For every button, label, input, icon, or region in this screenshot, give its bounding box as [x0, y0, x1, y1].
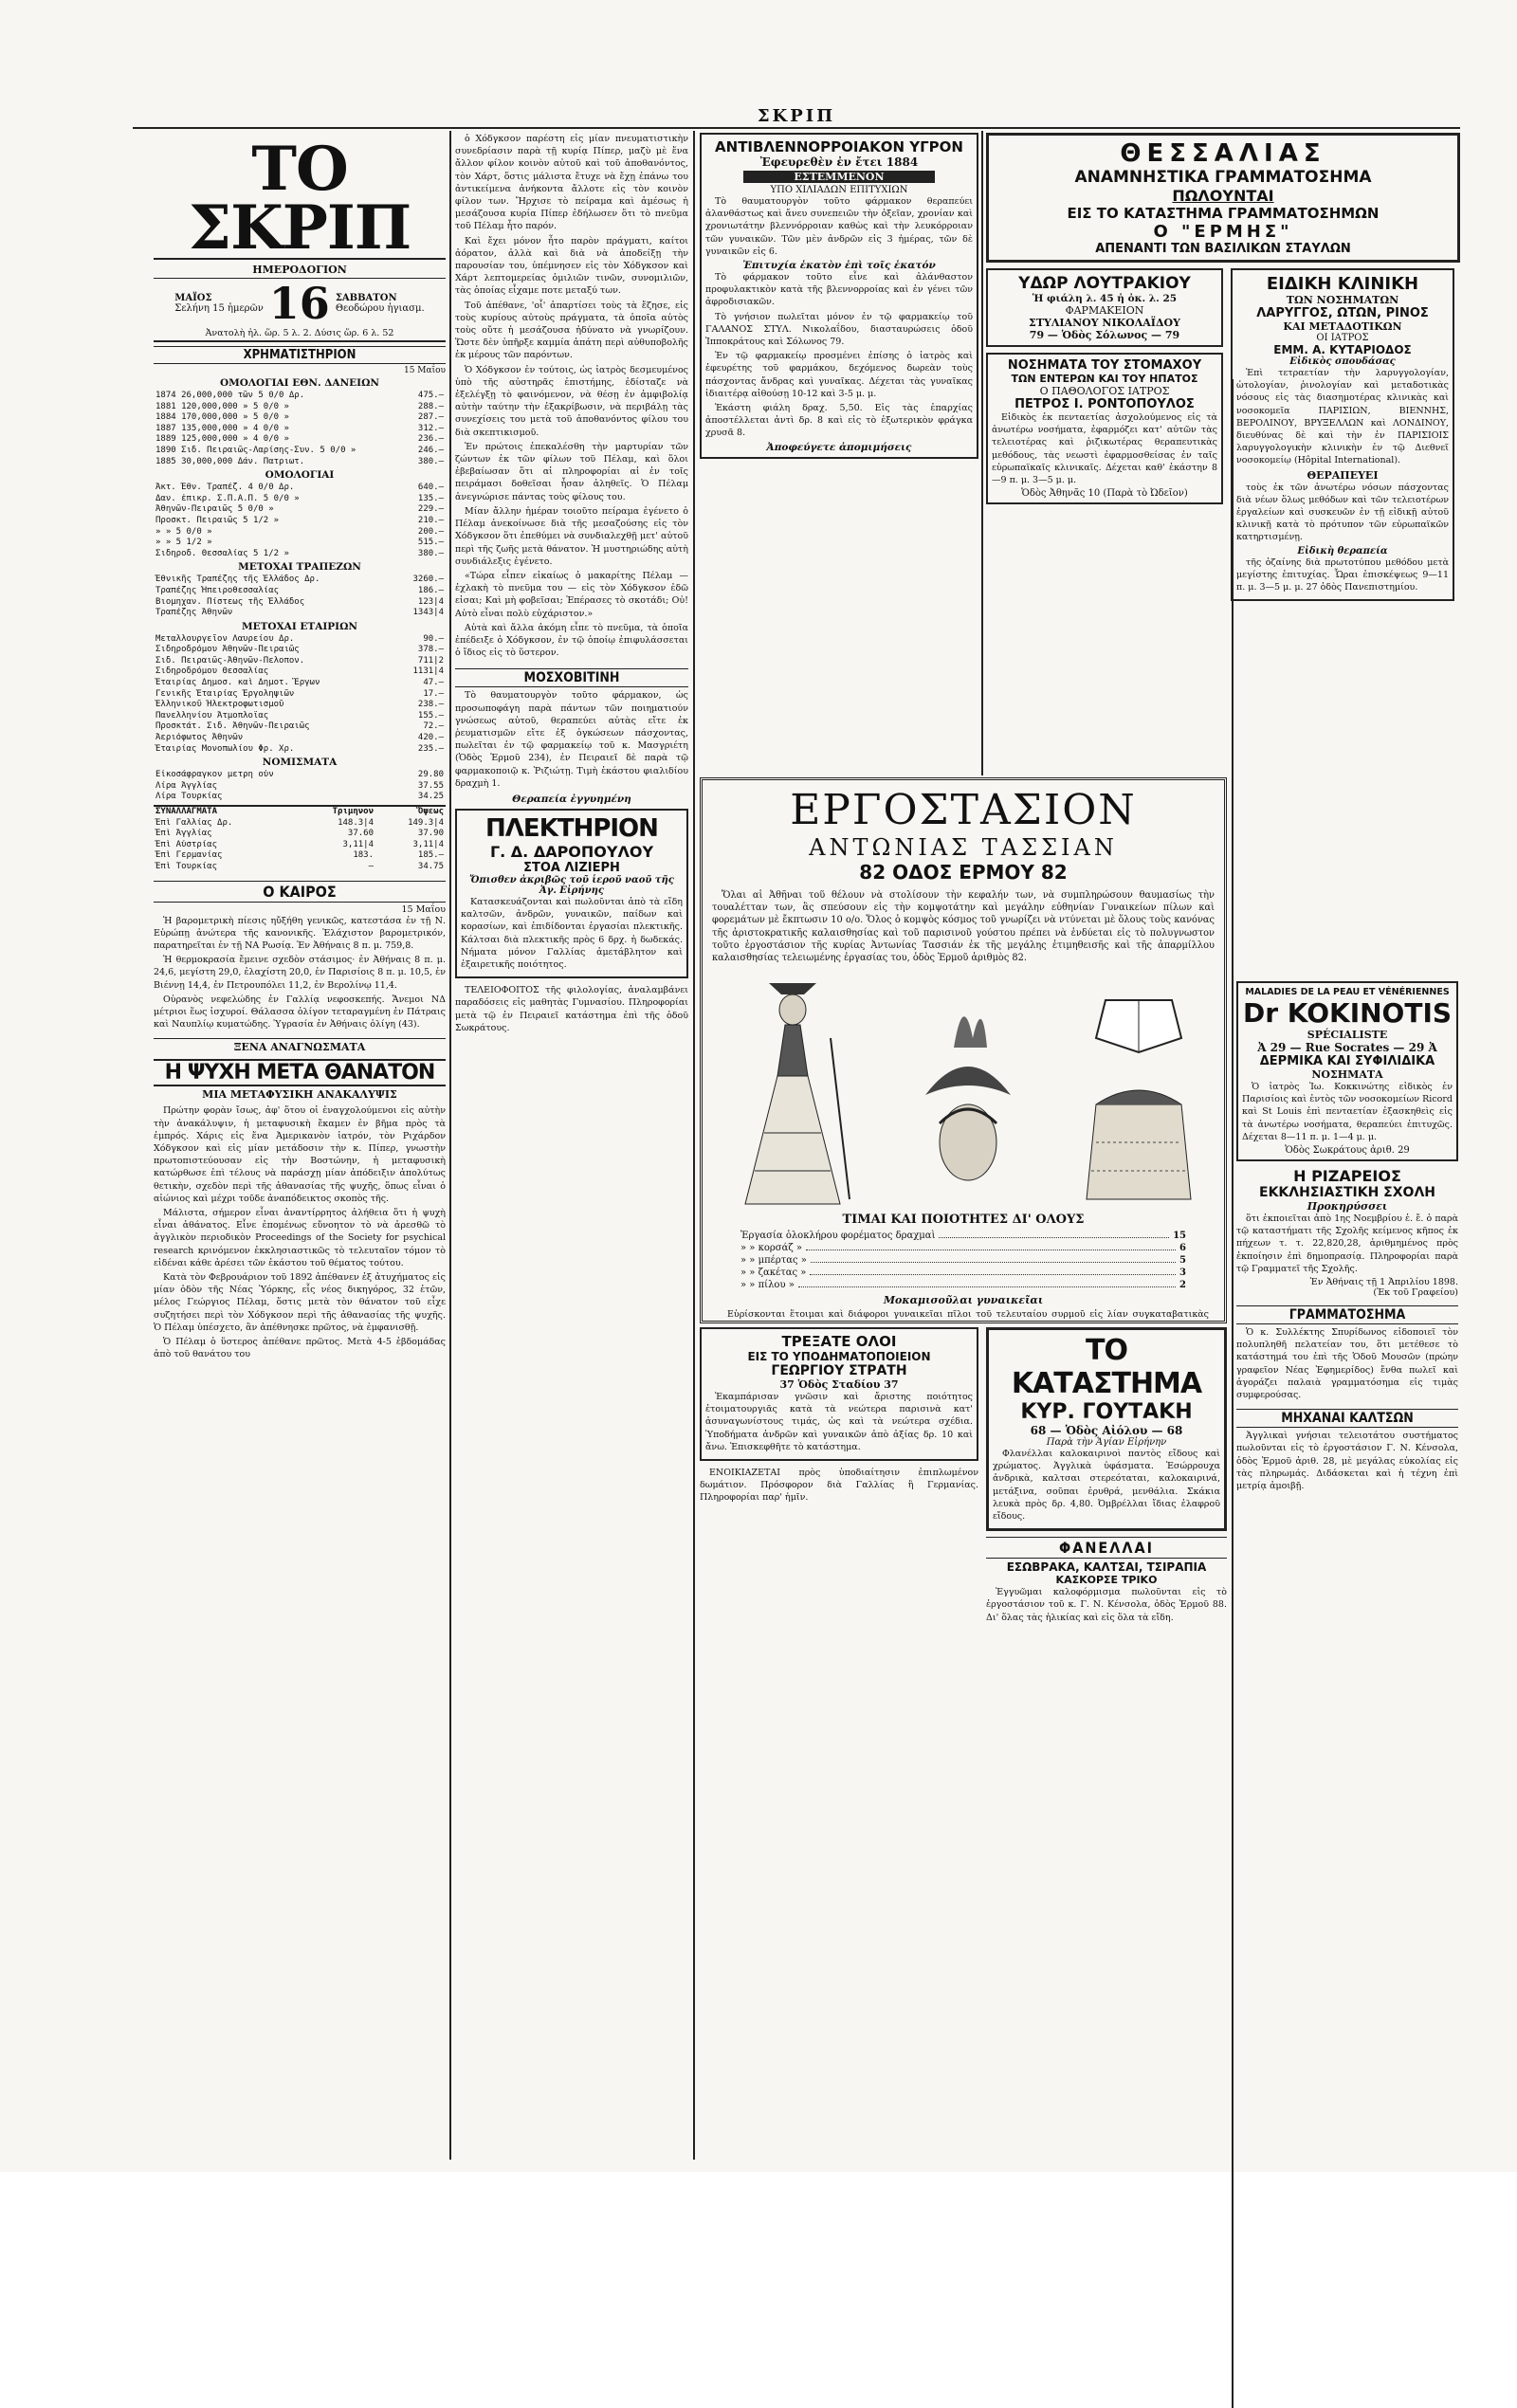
table-cell: Πανελληνίου Ἀτμοπλοΐας	[155, 710, 269, 721]
knitting-ad	[455, 809, 688, 978]
banks-title: ΜΕΤΟΧΑΙ ΤΡΑΠΕΖΩΝ	[238, 561, 361, 574]
moon-phase: Σελήνη 15 ἡμερῶν	[174, 303, 264, 314]
table-cell: 246.—	[417, 445, 444, 455]
table-cell: 72.—	[423, 721, 444, 732]
ad-tagline: Θεραπεία ἐγγυημένη	[512, 793, 631, 805]
table-cell: 3,11|4	[342, 839, 374, 849]
column-3-bottom	[700, 1327, 978, 2162]
sunrise-sunset: Ἀνατολὴ ἡλ. ὥρ. 5 λ. 2. Δύσις ὥρ. 6 λ. 52	[154, 328, 446, 342]
table-cell: Ἐπὶ Αὐστρίας	[155, 839, 218, 849]
companies-table	[154, 634, 446, 756]
table-row	[154, 608, 446, 619]
table-cell: 37.60	[347, 829, 374, 839]
table-cell: Εἰκοσάφραγκον μετρη οὖν	[155, 770, 274, 780]
table-cell: 380.—	[417, 456, 444, 466]
table-cell: Σιδ. Πειραιῶς-Ἀθηνῶν-Πελοπον.	[155, 655, 305, 666]
table-row	[154, 434, 446, 446]
article-paragraph: Πρώτην φορὰν ἴσως, ἀφ' ὅτου οἱ ἐναγχολούμενοι εἰς αὐτὴν τὴν ἀνακάλυψιν, ἡ μεταφυσικὴ ἔκαμεν ἐν βῆμα πρὸς τὰ ἐμπρός. Χάρις εἰς ἕνα Ἀμερικανὸν ἰατρόν, τὸν Ριχάρδον Χόδγκσον καὶ εἰς μίαν μετάδοσιν τὴν κ. Πίπερ, γνωστὴν πρωτοπιστεύουσαν εἰς τὴν Βοστώνην, ἡ μεταφυσικὴ κατώρθωσε ἐπὶ τέλους νὰ παράσχῃ μίαν ἀπόδειξιν ἀπολύτως θετικὴν, σχεδὸν περὶ τῆς ἀθανασίας τῆς ψυχῆς, ὅπως εἶναι ὁ αἰώνιος καὶ μέχρι τοῦδε ἀναπόδεικτος σκοπὸς τῆς.	[154, 1105, 446, 1204]
table-row	[154, 770, 446, 781]
table-row	[154, 391, 446, 402]
table-cell: Προσκτ. Πειραιῶς 5 1/2 »	[155, 515, 280, 525]
ad-title: ΕΙΔΙΚΗ ΚΛΙΝΙΚΗ	[1266, 274, 1419, 294]
ad-award-sub: ΥΠΟ ΧΙΛΙΑΔΩΝ ΕΠΙΤΥΧΙΩΝ	[770, 185, 908, 195]
table-cell: Σιδηροδ. Θεσσαλίας 5 1/2 »	[155, 548, 289, 558]
article-paragraph: Ὁ Πέλαμ ὁ ὕστερος ἀπέθανε πρῶτος. Μετὰ 4-5 ἑβδομάδας ἀπὸ τοῦ θανάτου του	[154, 1337, 446, 1360]
table-row	[154, 645, 446, 656]
table-cell: 200.—	[417, 526, 444, 537]
table-cell: Δαν. ἐπικρ. Σ.Π.Α.Π. 5 0/0 »	[155, 493, 300, 503]
table-cell: Σιδηροδρόμου Ἀθηνῶν-Πειραιῶς	[155, 645, 300, 655]
table-cell: 238.—	[417, 700, 444, 710]
article-paragraph: Αὐτὰ καὶ ἄλλα ἀκόμη εἶπε τὸ πνεῦμα, τὰ ὁποῖα ἐπέδειξε ὁ Χόδγκσον, ἐν τῷ ὁποίῳ ἐπιφυλάσσεται ὁ ἴδιος εἰς τὸ ὕστερον.	[455, 622, 688, 659]
ad-location: Παρὰ τὴν Ἁγίαν Εἰρήνην	[1046, 1437, 1167, 1448]
table-row	[154, 721, 446, 733]
table-cell: Σιδηροδρόμου Θεσσαλίας	[155, 666, 269, 677]
ad-award: ΕΣΤΕΜΜΕΝΟΝ	[743, 171, 935, 183]
hat-illustration	[906, 981, 1030, 1209]
table-cell: 3260.—	[412, 575, 444, 585]
companies-title: ΜΕΤΟΧΑΙ ΕΤΑΙΡΙΩΝ	[241, 620, 358, 632]
table-cell: 1885 30,000,000 Δάν. Πατριωτ.	[155, 456, 305, 466]
table-cell: Ἑταιρίας Μονοπωλίου Φρ. Χρ.	[155, 743, 295, 754]
table-cell: 711|2	[417, 655, 444, 666]
table-row	[154, 792, 446, 803]
table-cell: 1884 170,000,000 » 5 0/0 »	[155, 412, 289, 423]
ad-doctor: Dr KOKINOTIS	[1242, 997, 1453, 1029]
ad-location: ΑΠΕΝΑΝΤΙ ΤΩΝ ΒΑΣΙΛΙΚΩΝ ΣΤΑΥΛΩΝ	[1095, 242, 1351, 256]
ad-text: Τὸ θαυματουργὸν τοῦτο φάρμακον θεραπεύει ἀλανθάστως καὶ ἄνευ συνεπειῶν τὴν ὀξεῖαν, χρονίαν καὶ χρονιωτάτην βλεννόρροιαν καθὼς καὶ τὴν λευκόρροιαν τῶν γυναικῶν. Τῶν μὲν ἀνδρῶν εἰς 3 ἡμέρας, τῶν δὲ γυναικῶν εἰς 6.	[705, 196, 973, 257]
ad-text: Τὸ φάρμακον τοῦτο εἶνε καὶ ἀλάνθαστον προφυλακτικὸν κατὰ τῆς βλεννορροίας καὶ ἐν γένει τῶν ἀφροδισιακῶν.	[705, 272, 973, 308]
article-paragraph: Καὶ ἔχει μόνον ἦτο παρὸν πράγματι, καίτοι ἀόρατον, ἀλλὰ καὶ διὰ νὰ ἀποδείξῃ τὴν παρουσίαν του, ὑπέμνησεν εἰς τὸν Χόδγκσον καὶ Χάρτ λεπτομερείας ὁμιλιῶν τινῶν, συνομιλιῶν, τὰς ὁποίας εἶχαμε ποτε μεταξύ των.	[455, 235, 688, 297]
table-cell: 1881 120,000,000 » 5 0/0 »	[155, 401, 289, 411]
table-cell: 135.—	[417, 493, 444, 503]
loans-table	[154, 391, 446, 467]
ad-title: ΥΔΩΡ ΛΟΥΤΡΑΚΙΟΥ	[1018, 274, 1191, 293]
table-cell: Ἐπὶ Ἀγγλίας	[155, 829, 212, 839]
article-paragraph: ὁ Χόδγκσον παρέστη εἰς μίαν πνευματιστικὴν συνεδρίασιν παρὰ τῇ κυρίᾳ Πίπερ, μαζὺ μὲ ἕνα ἄλλον φίλον κοινὸν αὐτοῦ καὶ τοῦ ἀποθανόντος, τὸν Χάρτ, ὅστις μάλιστα ἔτυχε νὰ ἔχῃ ἐπάνω του ἀντικείμενα ἀνήκοντα ἄλλοτε εἰς τὸν κοινὸν φίλον των. Ἤρχισε τὸ πείραμα καὶ ἀμέσως ἡ μεσάζουσα κυρία Πίπερ ἐδήλωσεν ὅτι τὸ πνεῦμα τοῦ Πέλαμ ἦτο παρόν.	[455, 134, 688, 232]
ad-header: MALADIES DE LA PEAU ET VÉNÉRIENNES	[1245, 987, 1450, 997]
ad-owner: ΚΥΡ. ΓΟΥΤΑΚΗ	[1020, 1400, 1193, 1424]
exchange-title: ΧΡΗΜΑΤΙΣΤΗΡΙΟΝ	[154, 346, 446, 364]
section-label: ΞΕΝΑ ΑΝΑΓΝΩΣΜΑΤΑ	[154, 1038, 446, 1053]
table-cell: Προσκτάτ. Σιδ. Ἀθηνῶν-Πειραιῶς	[155, 721, 310, 732]
table-cell: Ἀκτ. Ἐθν. Τραπέζ. 4 0/0 Δρ.	[155, 483, 295, 493]
saint-day: Θεοδώρου ἡγιασμ.	[335, 303, 425, 314]
weather-date: 15 Μαΐου	[401, 903, 446, 915]
table-cell: 235.—	[417, 743, 444, 754]
table-cell: 1131|4	[412, 666, 444, 677]
table-cell: » » 5 1/2 »	[155, 538, 212, 548]
column-rule	[693, 131, 695, 2160]
table-cell: 475.—	[417, 391, 444, 400]
article-paragraph: «Τώρα εἶπεν εἰκαίως ὁ μακαρίτης Πέλαμ — ἐχλακὴ τὸ πνεῦμα του — εἰς τὸν Χόδγκσον ἐδῶ εἰσαι; Καὶ μὴ φοβεῖσαι; Ἐπέρασες τὸ σκοτάδι; Οὐ! Αὐτὸ εἶναι πολὺ εὐχάριστον.»	[455, 570, 688, 619]
shoes-ad	[700, 1327, 978, 1461]
price-item: » » πίλου »	[740, 1280, 795, 1291]
bonds-title: ΟΜΟΛΟΓΙΑΙ	[265, 469, 335, 482]
bonds-table	[154, 483, 446, 559]
exchange-date: 15 Μαΐου	[403, 366, 446, 375]
ad-title: ΜΗΧΑΝΑΙ ΚΑΛΤΣΩΝ	[1236, 1409, 1458, 1428]
ad-subtitle: ΚΑΙ ΜΕΤΑΔΟΤΙΚΩΝ	[1283, 320, 1402, 333]
ad-title: ΔΕΡΜΙΚΑ ΚΑΙ ΣΥΦΙΛΙΔΙΚΑ	[1259, 1054, 1435, 1068]
banks-table	[154, 575, 446, 618]
table-cell: 1343|4	[412, 608, 444, 618]
ad-text: Φλανέλλαι καλοκαιρινοὶ παντὸς εἴδους καὶ χρώματος. Ἀγγλικὰ ὑφάσματα. Ἐσώρρουχα ἀνδρικὰ, καλτσαι στερεόταται, καλοκαιρινά, μετάξινα, σοῦπαι ἐρυθρά, μενθάλια. Σκάκια λευκὰ πρὸς δρ. 4,80. Ὀμβρέλλαι ἴδιας ἐλαφροῦ εἴδους.	[993, 1449, 1220, 1523]
ad-subtitle: ΤΩΝ ΝΟΣΗΜΑΤΩΝ	[1286, 294, 1399, 306]
skin-ad	[1236, 981, 1458, 1161]
date-block	[154, 278, 446, 329]
ad-address: 79 — Ὁδὸς Σόλωνος — 79	[1029, 329, 1180, 341]
ad-shop: ΦΑΡΜΑΚΕΙΟΝ	[1065, 304, 1144, 317]
ad-address: ΣΤΟΑ ΛΙΖΙΕΡΗ	[523, 860, 620, 875]
ad-title: ΝΟΣΗΜΑΤΑ ΤΟΥ ΣΤΟΜΑΧΟΥ	[1007, 358, 1202, 373]
masthead: ΤΟ ΣΚΡΙΠ	[154, 140, 446, 260]
table-row	[154, 504, 446, 516]
table-row	[154, 412, 446, 424]
article-paragraph: Ὁ Χόδγκσον ἐν τούτοις, ὡς ἰατρὸς δεσμευμένος ὑπὸ τῆς αὐστηρᾶς ἐπιστήμης, ἐδίσταζε νὰ ἐξελέγξῃ τὸ φαινόμενον, νὰ θέσῃ ἐν ἀμφιβολίᾳ αὐτὴν ταύτην τὴν ἐξακρίβωσιν, νὰ περιβάλῃ τὰς συνεχίσεις του μετὰ τοῦ ἀποθανόντος φίλου του διὰ σκεπτικισμοῦ.	[455, 364, 688, 438]
table-cell: 229.—	[417, 504, 444, 515]
ad-price: Ἡ φιάλη λ. 45 ἡ ὀκ. λ. 25	[1032, 293, 1178, 304]
price-list	[740, 1231, 1186, 1290]
ad-subtitle: ΕΙΣ ΤΟ ΥΠΟΔΗΜΑΤΟΠΟΙΕΙΟΝ	[747, 1350, 931, 1363]
article-title: Η ΨΥΧΗ ΜΕΤΑ ΘΑΝΑΤΟΝ	[154, 1059, 446, 1086]
table-row	[154, 829, 446, 840]
price-value: 2	[1179, 1280, 1186, 1291]
ad-location: Ὄπισθεν ἀκριβῶς τοῦ ἱεροῦ ναοῦ τῆς Ἁγ. Εἰρήνης	[469, 874, 674, 896]
ad-warning: Ἀποφεύγετε ἀπομιμήσεις	[766, 441, 912, 453]
ad-title: ΘΕΣΣΑΛΙΑΣ	[1120, 139, 1326, 168]
table-cell: 1874 26,000,000 τῶν 5 0/0 Δρ.	[155, 391, 305, 400]
ad-tagline: Προκηρύσσει	[1307, 1200, 1388, 1213]
table-cell: 288.—	[417, 401, 444, 411]
ad-text: Ἐν τῷ φαρμακείῳ προσμένει ἐπίσης ὁ ἰατρὸς καὶ ἐφευρέτης τοῦ φαρμάκου, δεχόμενος δωρεὰν τοὺς πάσχοντας ἄνδρας καὶ γυναῖκας. Δέχεται τὰς γυναῖκας ἰδιαιτέρᾳ αἰθούσῃ 10-12 καὶ 3-5 μ. μ.	[705, 351, 973, 399]
ad-text: Εὑρίσκονται ἕτοιμαι καὶ διάφοροι γυναικεῖαι πῖλοι τοῦ τελευταίου συρμοῦ εἰς λίαν συγκαταβατικὰς	[727, 1309, 1209, 1321]
collar-illustration	[1077, 981, 1200, 1209]
table-cell: Ἑταιρίας Δημοσ. καὶ Δημοτ. Ἔργων	[155, 678, 320, 688]
table-row	[154, 733, 446, 744]
table-row	[154, 549, 446, 560]
table-cell: Τραπέζης Ἀθηνῶν	[155, 608, 233, 618]
table-row	[154, 586, 446, 597]
fx-head: Τριμηνον	[332, 807, 374, 816]
table-cell: 186.—	[417, 585, 444, 595]
ad-claim: Ἐπιτυχία ἑκατὸν ἐπὶ τοῖς ἑκατόν	[742, 260, 936, 272]
price-value: 5	[1179, 1255, 1186, 1267]
ad-specialty: SPÉCIALISTE	[1307, 1029, 1388, 1041]
price-value: 15	[1173, 1231, 1186, 1242]
ad-title: ΕΡΓΟΣΤΑΣΙΟΝ	[790, 786, 1137, 834]
table-cell: 29.80	[417, 770, 444, 780]
ad-text: Τὸ γνήσιον πωλεῖται μόνον ἐν τῷ φαρμακείῳ τοῦ ΓΑΛΑΝΟΣ ΣΤΥΛ. Νικολαΐδου, διασταυρώσεις ὁδοῦ Ἱπποκράτους καὶ Σόλωνος 79.	[705, 311, 973, 348]
column-rule	[449, 131, 451, 2160]
ad-text: ΤΕΛΕΙΟΦΟΙΤΟΣ τῆς φιλολογίας, ἀναλαμβάνει παραδόσεις εἰς μαθητὰς Γυμνασίου. Πληροφορίαι μετὰ τῷ ἐν Πειραιεῖ κατάστημα ἐπὶ τῆς ὁδοῦ Σωκράτους.	[455, 985, 688, 1033]
ad-at: ΕΙΣ ΤΟ ΚΑΤΑΣΤΗΜΑ ΓΡΑΜΜΑΤΟΣΗΜΩΝ	[1067, 205, 1380, 222]
table-row	[154, 656, 446, 667]
price-item: » » ζακέτας »	[740, 1268, 807, 1279]
table-cell: 3,11|4	[412, 839, 444, 849]
table-cell: 287.—	[417, 412, 444, 423]
ad-title: ΜΟΣΧΟΒΙΤΙΝΗ	[455, 668, 688, 687]
table-row	[154, 538, 446, 549]
table-row	[154, 818, 446, 830]
ad-text: Ἐγγυῶμαι καλοφόρμισμα πωλοῦνται εἰς τὸ ἐργοστάσιον τοῦ κ. Γ. Ν. Κένσολα, ὁδὸς Ἑρμοῦ 88. Δι' ὅλας τὰς ἡλικίας καὶ εἰς ὅλα τὰ εἴδη.	[986, 1587, 1227, 1623]
column-4-bottom	[986, 1327, 1227, 2162]
stamps-ad	[986, 133, 1460, 263]
table-row	[154, 634, 446, 646]
table-row	[154, 666, 446, 678]
fx-head: ΣΥΝΑΛΛΑΓΜΑΤΑ	[155, 807, 218, 816]
table-cell: 148.3|4	[338, 817, 374, 828]
price-value: 6	[1179, 1243, 1186, 1254]
table-cell: Τραπέζης Ἠπειροθεσσαλίας	[155, 585, 280, 595]
ad-address: Ὁδὸς Ἀθηνᾶς 10 (Παρὰ τὸ Ὠδεῖον)	[1021, 488, 1188, 500]
medicine-ad	[700, 133, 978, 459]
price-row	[740, 1268, 1186, 1278]
shop-ad	[986, 1327, 1227, 1531]
article-paragraph: Μάλιστα, σήμερον εἶναι ἀναντίρρητος ἀλήθεια ὅτι ἡ ψυχὴ εἶναι ἀθάνατος. Εἶνε ἐπομένως εὔνοητον τὸ νὰ ἀρεσθῶ τὸ ἀγγλικὸν περιοδικὸν Proceedings of the Society for psychical research κρινόμενον ἐκκλησιαστικῶς τὸ τελευταῖον τόμον τὸ εἰδέναι κάθε ἀρέσει τῶν ἐκάστου τοῦ θέματος τούτου.	[154, 1208, 446, 1268]
table-cell: Ἀθηνῶν-Πειραιῶς 5 0/0 »	[155, 504, 274, 515]
article-paragraph: Κατὰ τὸν Φεβρουάριον τοῦ 1892 ἀπέθανεν ἐξ ἀτυχήματος εἰς μίαν ὁδὸν τῆς Νέας Ὑόρκης, εἷς νέος δικηγόρος, 32 ἐτῶν, μέλος Γεώργιος Πέλαμ, ὅστις μετὰ τὸν θάνατον τοῦ εἶχε συζητήσει περὶ τὸν Χόδγκσον περὶ τῆς ἀθανασίας τῆς ψυχῆς. Ὁ Πέλαμ ὑπέσχετο, ἂν ἀπέθνησκε πρῶτος, νὰ ἐμφανισθῇ.	[154, 1272, 446, 1333]
table-cell: 380.—	[417, 548, 444, 558]
table-row	[154, 424, 446, 435]
ad-address: 68 — Ὁδὸς Αἰόλου — 68	[1030, 1424, 1183, 1437]
money-title: ΝΟΜΙΣΜΑΤΑ	[262, 757, 338, 769]
table-cell: 312.—	[417, 423, 444, 433]
article-paragraph: Τοῦ ἀπέθανε, 'οἷ' ἀπαρτίσει τοὺς τὰ ἔζησε, εἰς τοὺς κυρίους αὐτοὺς πράγματα, τὰ ὁποῖα αὐτὸς τοὺς οὔτε ἡ μεσάζουσα ἠδύνατο νὰ γνωρίζουν. Ὥστε δὲν ὑπῆρξε καμμία ἀπάτη περὶ αὐθυποβολῆς ἐκ μέρους τῶν παρόντων.	[455, 300, 688, 361]
ad-text: Εἰδικὸς ἐκ πενταετίας ἀσχολούμενος εἰς τὰ ἀνωτέρω νοσήματα, ἐφαρμόζει κατ' αὐτῶν τὰς τελειοτέρας καὶ ῥιζικωτέρας θεραπευτικὰς μεθόδους, τὰς νεωστὶ ἐφαρμοσθείσας ἐν ταῖς εὐρωπαϊκαῖς κλινικαῖς. Δέχεται καθ' ἑκάστην 8—9 π. μ. 3—5 μ. μ.	[992, 412, 1217, 486]
table-cell: 1890 Σιδ. Πειραιῶς-Λαρίσης-Συν. 5 0/0 »	[155, 445, 356, 455]
leader-dots	[798, 1280, 1176, 1287]
ad-sell: ΠΩΛΟΥΝΤΑΙ	[1172, 187, 1274, 205]
table-cell: 34.75	[417, 861, 444, 871]
table-row	[154, 711, 446, 722]
notice-from: (Ἐκ τοῦ Γραφείου)	[1373, 1287, 1458, 1299]
ad-title: ΦΑΝΕΛΛΑΙ	[986, 1537, 1227, 1559]
column-1	[154, 133, 446, 2162]
ad-title: ΤΡΕΞΑΤΕ ΟΛΟΙ	[781, 1333, 897, 1350]
table-cell: 17.—	[423, 688, 444, 699]
ad-subtitle: ΘΕΡΑΠΕΥΕΙ	[1307, 468, 1379, 482]
ad-title: ΤΟ ΚΑΤΑΣΤΗΜΑ	[1011, 1334, 1202, 1400]
ad-title: Η ΡΙΖΑΡΕΙΟΣ	[1293, 1167, 1401, 1186]
ad-owner: Γ. Δ. ΔΑΡΟΠΟΥΛΟΥ	[489, 842, 654, 861]
column-rule	[981, 131, 983, 775]
table-cell: 183.	[353, 850, 374, 861]
column-4	[986, 133, 1460, 777]
table-row	[154, 781, 446, 793]
ad-owner: ΣΤΥΛΙΑΝΟΥ ΝΙΚΟΛΑΪΔΟΥ	[1029, 317, 1180, 329]
table-row	[154, 862, 446, 873]
article-subtitle: ΜΙΑ ΜΕΤΑΦΥΣΙΚΗ ΑΝΑΚΑΛΥΨΙΣ	[202, 1088, 397, 1102]
ad-text: Ὁ ἰατρὸς Ἰω. Κοκκινώτης εἰδικὸς ἐν Παρισίοις καὶ ἐντὸς τῶν νοσοκομείων Ricord καὶ St Louis ἐπὶ πενταετίαν ἐξασκηθεὶς εἰς τὰ ἀνωτέρω νοσήματα, θεραπεύει ἐπιτυχῶς. Δέχεται 8—11 π. μ. 1—4 μ. μ.	[1242, 1082, 1453, 1142]
table-cell: Ἐπὶ Τουρκίας	[155, 861, 218, 871]
table-row	[154, 700, 446, 711]
ad-text: Ἑκάστη φιάλη δραχ. 5,50. Εἰς τὰς ἐπαρχίας ἀποστέλλεται ἀντὶ δρ. 8 καὶ εἰς τὸ ἐξωτερικὸν φράγκα χρυσᾶ 8.	[705, 403, 973, 439]
price-row	[740, 1255, 1186, 1266]
prices-title: ΤΙΜΑΙ ΚΑΙ ΠΟΙΟΤΗΤΕΣ ΔΙ' ΟΛΟΥΣ	[842, 1213, 1085, 1228]
price-item: » » κορσάζ »	[740, 1243, 803, 1254]
table-cell: 149.3|4	[408, 817, 444, 828]
table-cell: 34.25	[417, 792, 444, 802]
leader-dots	[811, 1255, 1176, 1263]
table-row	[154, 689, 446, 701]
article-paragraph: Μίαν ἄλλην ἡμέραν τοιοῦτο πείραμα ἐγένετο ὁ Πέλαμ ἀνεκοίνωσε διὰ τῆς μεσαζούσης εἰς τὸν Χόδγκσον ὅτι ἐπεθύμει νὰ συνδιαλεχθῇ μετ' αὐτοῦ περὶ τῆς ζωῆς μετὰ θάνατον. Ἡ μυστηριώδης αὐτὴ συνδιάλεξις ἐγένετο.	[455, 505, 688, 567]
dress-illustration	[726, 981, 859, 1209]
day-number: 16	[268, 278, 330, 329]
table-cell: Ἐπὶ Γερμανίας	[155, 850, 223, 861]
ad-text: ΕΝΟΙΚΙΑΖΕΤΑΙ πρὸς ὑποδιαίτησιν ἐπιπλωμένον δωμάτιον. Πρόσφορον διὰ Γαλλίας ἢ Γερμανίας. Πληροφορίαι παρ' ἡμῖν.	[700, 1468, 978, 1504]
ad-doctor: ΠΕΤΡΟΣ Ι. ΡΟΝΤΟΠΟΥΛΟΣ	[1014, 397, 1195, 411]
table-row	[154, 446, 446, 457]
table-row	[154, 840, 446, 851]
price-item: » » μπέρτας »	[740, 1255, 807, 1267]
price-row	[740, 1280, 1186, 1290]
weather-text: Ἡ θερμοκρασία ἔμεινε σχεδὸν στάσιμος· ἐν Ἀθήναις 8 π. μ. 24,6, μεγίστη 29,0, ἐλαχίστη 20,0, ἐν Παρισίοις 8 π. μ. 10,5, ἐν Βιέννῃ 14,4, ἐν Πετρουπόλει 11,2, ἐν Βερολίνῳ 11,4.	[154, 955, 446, 991]
ad-text: Ἀγγλικαὶ γνήσιαι τελειοτάτου συστήματος πωλοῦνται εἰς τὸ ἐργοστάσιον Γ. Ν. Κένσολα, ὁδὸς Ἑρμοῦ ἀριθ. 28, μὲ μεγάλας εὐκολίας εἰς τὰς πληρωμάς. Διδάσκεται καὶ ἡ τέχνη ἐπὶ μετρίᾳ ἀμοιβῇ.	[1236, 1431, 1458, 1492]
weather-text: Οὐρανὸς νεφελώδης ἐν Γαλλίᾳ νεφοσκεπής. Ἄνεμοι ΝΔ μέτριοι ἕως ἰσχυροί. Θάλασσα ὀλίγον τεταραγμένη ἐν Πάτραις καὶ Ναυπλίῳ κυματώδης. Ὑγρασία ἐν Ἀθήναις ὀλίγη (43).	[154, 994, 446, 1031]
notice-date: Ἐν Ἀθήναις τῇ 1 Ἀπριλίου 1898.	[1309, 1277, 1458, 1288]
price-value: 3	[1179, 1268, 1186, 1279]
table-cell: 47.—	[423, 678, 444, 688]
table-cell: Λίρα Τουρκίας	[155, 792, 223, 802]
table-cell: » » 5 0/0 »	[155, 526, 212, 537]
fx-table	[154, 805, 446, 873]
running-header: ΣΚΡΙΠ	[133, 106, 1460, 129]
table-cell: 155.—	[417, 710, 444, 721]
table-cell: 236.—	[417, 434, 444, 445]
table-row	[154, 516, 446, 527]
factory-ad	[700, 777, 1227, 1323]
ad-subtitle: ΑΝΑΜΝΗΣΤΙΚΑ ΓΡΑΜΜΑΤΟΣΗΜΑ	[1074, 168, 1372, 187]
table-cell: Ἐπὶ Γαλλίας Δρ.	[155, 817, 233, 828]
table-cell: 1889 125,000,000 » 4 0/0 »	[155, 434, 289, 445]
table-cell: 420.—	[417, 733, 444, 743]
ad-subtitle: ΕΣΩΒΡΑΚΑ, ΚΑΛΤΣΑΙ, ΤΣΙΡΑΠΙΑ	[1006, 1560, 1207, 1575]
price-row	[740, 1243, 1186, 1253]
table-row	[154, 457, 446, 468]
table-row	[154, 527, 446, 538]
ad-text: Ἐπὶ τετραετίαν τὴν λαρυγγολογίαν, ὠτολογίαν, ῥινολογίαν καὶ μεταδοτικὰς νόσους εἰς τὰς διασημοτέρας κλινικὰς καὶ νοσοκομεῖα ΠΑΡΙΣΙΩΝ, ΒΙΕΝΝΗΣ, ΒΕΡΟΛΙΝΟΥ, ΒΡΥΞΕΛΛΩΝ καὶ ΛΟΝΔΙΝΟΥ, διευθύνας δὲ καὶ τὴν ἐν ΠΑΡΙΣΙΟΙΣ λαρυγγολογικὴν κλινικὴν ἐν τῷ Διεθνεῖ νοσοκομείῳ (Hôpital International).	[1236, 368, 1449, 466]
table-cell: Βιομηχαν. Πίστεως τῆς Ἑλλάδος	[155, 596, 305, 607]
table-cell: 210.—	[417, 515, 444, 525]
leader-dots	[806, 1243, 1176, 1250]
table-row	[154, 483, 446, 494]
ad-text: Τὸ θαυματουργὸν τοῦτο φάρμακον, ὡς προσωποφάγη παρὰ πάντων τῶν ποιηματιούν γνώσεως αὐτοῦ, θεραπεύει αὐτὰς εἴτε ἐκ ῥευματισμῶν εἴτε ἐξ ὀγκώσεων πάσχοντας, πωλεῖται ἐν τῷ φαρμακείῳ τοῦ κ. Μασγριέτη (Ὁδὸς Ἑρμοῦ 234), ἐν Πειραιεῖ δὲ παρὰ τῷ φαρμακοποιῷ κ. Ῥιζιώτῃ. Τιμὴ ἑκάστου φιαλιδίου δραχμὴ 1.	[455, 690, 688, 789]
ad-address: 37 Ὁδὸς Σταδίου 37	[779, 1378, 899, 1391]
table-cell: 123|4	[417, 596, 444, 607]
table-cell: 515.—	[417, 538, 444, 548]
table-row	[154, 744, 446, 756]
ad-address: Ἀ 29 — Rue Socrates — 29 Ἀ	[1257, 1041, 1437, 1054]
table-cell: Ἀεριόφωτος Ἀθηνῶν	[155, 733, 244, 743]
ad-note: Μοκαμισοῦλαι γυναικεῖαι	[883, 1294, 1044, 1307]
ad-address: Ὁδὸς Σωκράτους ἀριθ. 29	[1285, 1145, 1410, 1157]
ad-owner: ΓΕΩΡΓΙΟΥ ΣΤΡΑΤΗ	[771, 1363, 907, 1378]
table-row	[154, 575, 446, 586]
column-2	[455, 133, 688, 2162]
money-table	[154, 770, 446, 803]
ad-owner: ΑΝΤΩΝΙΑΣ ΤΑΣΣΙΑΝ	[809, 834, 1118, 861]
loans-title: ΟΜΟΛΟΓΙΑΙ ΕΘΝ. ΔΑΝΕΙΩΝ	[219, 377, 380, 389]
table-row	[154, 494, 446, 505]
table-cell: 185.—	[417, 850, 444, 861]
ad-shop-name: Ο "ΕΡΜΗΣ"	[1153, 222, 1293, 242]
ad-role: ΟΙ ΙΑΤΡΟΣ	[1316, 333, 1369, 343]
ad-subtitle: ΚΑΣΚΟΡΣΕ ΤΡΙΚΟ	[1055, 1574, 1158, 1587]
water-ad	[986, 268, 1223, 347]
table-row	[154, 678, 446, 689]
table-cell: Μεταλλουργεῖον Λαυρείου Δρ.	[155, 633, 295, 644]
table-cell: 1887 135,000,000 » 4 0/0 »	[155, 423, 289, 433]
table-cell: Λίρα Ἀγγλίας	[155, 780, 218, 791]
ad-tagline: Εἰδικὴ θεραπεία	[1297, 545, 1388, 556]
price-row	[740, 1231, 1186, 1241]
ad-subtitle: ΕΚΚΛΗΣΙΑΣΤΙΚΗ ΣΧΟΛΗ	[1259, 1185, 1435, 1201]
ad-subtitle: ΝΟΣΗΜΑΤΑ	[1311, 1068, 1383, 1081]
table-row	[154, 597, 446, 609]
month: ΜΑΪΟΣ	[174, 293, 212, 303]
ad-title: ΠΛΕΚΤΗΡΙΟΝ	[485, 813, 658, 843]
table-row	[154, 402, 446, 413]
fx-head: Ὄψεως	[417, 807, 444, 816]
ad-text: ὅτι ἐκποιεῖται ἀπὸ 1ης Νοεμβρίου ἐ. ἔ. ὁ παρὰ τῷ καταστήματι τῆς Σχολῆς κείμενος κῆπος ἐκ πήχεων τ. τ. 22,820,28, ἀριθμημένος πρὸς ἐκποίησιν ἐπὶ δημοπρασίᾳ. Πληροφορίαι παρὰ τῷ Γραμματεῖ τῆς Σχολῆς.	[1236, 1213, 1458, 1274]
stomach-ad	[986, 353, 1223, 504]
table-cell: 90.—	[423, 633, 444, 644]
fashion-illustrations	[703, 972, 1224, 1209]
ad-address: 82 ΟΔΟΣ ΕΡΜΟΥ 82	[859, 861, 1068, 884]
clinic-ad	[1231, 268, 1454, 601]
weather-text: Ἡ βαρομετρικὴ πίεσις ηὔξήθη γενικῶς, κατεστάσα ἐν τῇ Ν. Εὐρώπῃ ἀνώτερα τῆς κανονικῆς. Ἐλάχιστον βαρομετρικόν, παρατηρεῖται ἐν τῇ ΝΑ Ρωσίᾳ. Ἐν Ἀθήναις 8 π. μ. 759,8.	[154, 915, 446, 951]
table-cell: 37.55	[417, 780, 444, 791]
table-cell: Ἐθνικῆς Τραπέζης τῆς Ἑλλάδος Δρ.	[155, 575, 320, 585]
ad-doctor: ΕΜΜ. Α. ΚΥΤΑΡΙΟΔΟΣ	[1273, 343, 1412, 356]
ad-text: Ἐκαμπάρισαν γνῶσιν καὶ ἄριστης ποιότητος ἐτοιματουργιᾶς κατὰ τὰ νεώτερα παρισινὰ κατ' ἀσυναγωνίστους τιμάς, ὡς καὶ τὰ νεώτερα σχέδια. Ὑποδήματα ἀνδρῶν καὶ γυναικῶν ἀπὸ ἀξίας δρ. 10 καὶ ἄνω. Ἐπισκεφθῆτε τὸ κατάστημα.	[705, 1392, 973, 1452]
table-cell: Γενικῆς Ἑταιρίας Ἐργοληψιῶν	[155, 688, 295, 699]
leader-dots	[939, 1231, 1169, 1238]
column-3	[700, 133, 978, 777]
table-cell: Ἑλληνικοῦ Ἠλεκτροφωτισμοῦ	[155, 700, 284, 710]
ad-title: ΑΝΤΙΒΛΕΝΝΟΡΡΟΙΑΚΟΝ ΥΓΡΟΝ	[715, 138, 963, 155]
leader-dots	[810, 1268, 1176, 1275]
table-cell: —	[368, 861, 374, 871]
ad-subtitle: ΤΩΝ ΕΝΤΕΡΩΝ ΚΑΙ ΤΟΥ ΗΠΑΤΟΣ	[1011, 373, 1198, 385]
table-cell: 640.—	[417, 483, 444, 493]
table-row	[154, 850, 446, 862]
ad-text: τοὺς ἐκ τῶν ἀνωτέρω νόσων πάσχοντας διὰ νέων ὅλως μεθόδων καὶ τῶν τελειοτέρων ἐργαλείων καὶ συσκευῶν ἐν τῇ εἰδικῇ αὐτοῦ κλινικῇ κατὰ τὸ πρότυπον τῶν εὐρωπαϊκῶν κατηρτισμένῃ.	[1236, 482, 1449, 543]
ad-text: τῆς ὀζαίνης διὰ πρωτοτύπου μεθόδου μετὰ μεγίστης ἐπιτυχίας. Ὧραι ἐπισκέψεως 9—11 π. μ. 3—5 μ. μ. 27 ὁδὸς Πανεπιστημίου.	[1236, 556, 1449, 593]
ad-role: Ο ΠΑΘΟΛΟΓΟΣ ΙΑΤΡΟΣ	[1039, 385, 1170, 397]
masthead-subtitle: ΗΜΕΡΟΔΟΓΙΟΝ	[154, 264, 446, 279]
weekday: ΣΑΒΒΑΤΟΝ	[335, 293, 397, 303]
ad-text: Ὅλαι αἱ Ἀθῆναι τοῦ θέλουν νὰ στολίσουν τὴν κεφαλήν των, νὰ συμπληρώσουν θαυμασίως τὴν τουαλέτταν των, ἃς σπεύσουν εἰς τὴν κομψοτάτην καὶ μεγάλην εὐθηνίαν Γυναικείων πίλων καὶ φορεμάτων μὲ ἔκπτωσιν 10 ο/ο. Ὅλος ὁ κομψὸς κόσμος τοῦ γνωρίζει νὰ ντύνεται μὲ ὅλους τοὺς κανόνας τῆς ἀριστοκρατικῆς καλαισθησίας καὶ τοῦ παρισινοῦ γούστου πρέπει νὰ ἐνδύεται εἰς τὸ πολυγνωστον τοῦτο ἐργοστάσιον τῆς κυρίας Ἀντωνίας Τασσιάν ἐκ τῆς μεγάλης ἐτιμηθεισῆς καὶ τῆς ἀπαρμίλλου καλαισθησίας τελειωμένης ἐργασίας του, ὁδὸς Ἑρμοῦ ἀριθμὸς 82.	[712, 890, 1215, 964]
ad-title: ΓΡΑΜΜΑΤΟΣΗΜΑ	[1236, 1305, 1458, 1324]
ad-year: Ἐφευρεθὲν ἐν ἔτει 1884	[759, 155, 919, 169]
article-paragraph: Ἐν πρώτοις ἐπεκαλέσθη τὴν μαρτυρίαν τῶν ζώντων ἐκ τῶν φίλων τοῦ Πέλαμ, καὶ ὅλοι ἐβεβαίωσαν ὅτι αἱ πληροφορίαι αἱ ἐν τοῖς πειράμασι δοθεῖσαι ἦσαν ἀληθεῖς. Ὁ Πέλαμ ἀνεγνώρισε πάντας τοὺς φίλους του.	[455, 441, 688, 502]
ad-text: Κατασκευάζονται καὶ πωλοῦνται ἀπὸ τὰ εἴδη καλτσῶν, ἀνδρῶν, γυναικῶν, παίδων καὶ κορασίων, καὶ ἐπιδίδονται ἐργασίαι πλεκτικῆς. Κάλτσαι διὰ πλεκτικῆς πρὸς 6 δρχ. ἡ δωδεκάς. Νήματα μόνον Γαλλίας ἀμετάβλητον καὶ ἐξαιρετικῆς ποιότητος.	[461, 896, 683, 970]
ad-subtitle: ΛΑΡΥΓΓΟΣ, ΩΤΩΝ, ΡΙΝΟΣ	[1256, 306, 1429, 320]
ad-text: Ὁ κ. Συλλέκτης Σπυρίδωνος εἰδοποιεῖ τὸν πολυπληθῆ πελατείαν του, ὅτι μετέθεσε τὸ κατάστημά του ἐπὶ τῆς Ὁδοῦ Μουσῶν (πρώην γραφεῖον Νέας Ἐφημερίδος) ἔνθα πωλεῖ καὶ ἀγοράζει παλαιὰ γραμματόσημα εἰς τιμὰς συμφερούσας.	[1236, 1327, 1458, 1401]
price-item: Ἐργασία ὁλοκλήρου φορέματος δραχμαὶ	[740, 1231, 936, 1242]
weather-title: Ο ΚΑΙΡΟΣ	[154, 881, 446, 903]
table-cell: 37.90	[417, 829, 444, 839]
table-cell: 378.—	[417, 645, 444, 655]
ad-tagline: Εἰδικὸς σπουδάσας	[1289, 356, 1396, 367]
column-5	[1236, 981, 1458, 2162]
